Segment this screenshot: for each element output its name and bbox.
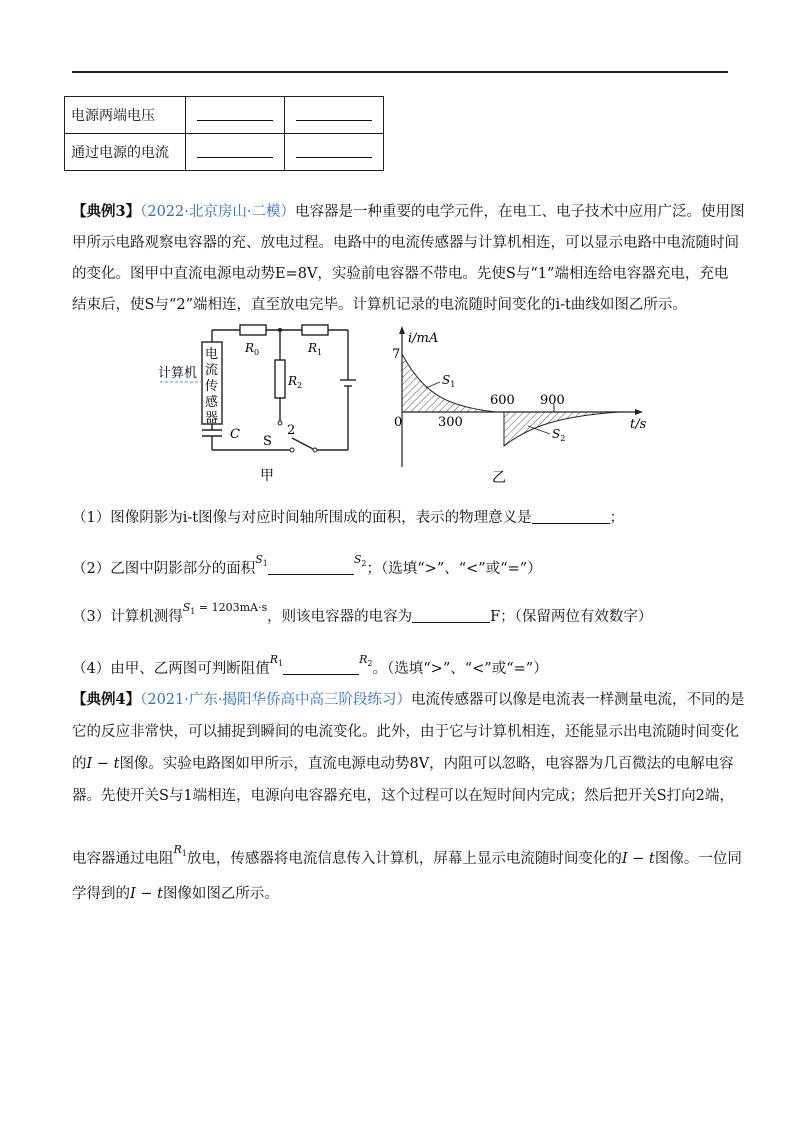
ex4-line-1: 【典例4】（2021·广东·揭阳华侨高中高三阶段练习）电流传感器可以像是电流表一样测量电流，不同的是 — [72, 691, 745, 708]
s2-label: $S_2$ — [552, 427, 566, 443]
circuit-caption: 甲 — [260, 468, 274, 484]
r2-label: $R_2$ — [288, 374, 303, 390]
s1-formula: S1 = 1203mA·s — [182, 601, 268, 617]
graph-caption: 乙 — [492, 470, 506, 486]
s1-label: $S_1$ — [442, 373, 456, 389]
ex3-line-2: 甲所示电路观察电容器的充、放电过程。电路中的电流传感器与计算机相连，可以显示电路中电流随时间 — [72, 235, 739, 251]
y-axis-label: i/mA — [408, 331, 439, 346]
computer-label: 计算机 — [158, 366, 198, 381]
sensor-label: 电流传感器 — [205, 347, 219, 426]
y-tick-7: 7 — [392, 347, 401, 362]
r1-label: $R_1$ — [308, 341, 323, 357]
ex3-line-3: 的变化。图甲中直流电源电动势E=8V，实验前电容器不带电。先使S与“1”端相连给电容器充电，充电 — [72, 266, 729, 282]
ex4-tag: 【典例4】 — [72, 691, 141, 708]
answer-blank — [283, 660, 359, 675]
ex4-line-3: 的I − t图像。实验电路图如甲所示，直流电源电动势8V，内阻可以忽略，电容器为几百微法的电解电容 — [72, 756, 734, 772]
question-1: （1）图像阴影为i-t图像与对应时间轴所围成的面积，表示的物理意义是 ； — [72, 510, 625, 526]
blank-cell — [186, 97, 285, 134]
x-tick-900: 900 — [540, 393, 565, 408]
question-4: （4）由甲、乙两图可判断阻值$^{R_1}$ $^{R_2}$。（选填“>”、“<”或“=”） — [72, 653, 548, 677]
blank-cell — [186, 134, 285, 171]
table-row — [65, 134, 384, 171]
s2-symbol: S2 — [353, 553, 367, 569]
ex3-line-4: 结束后，使S与“2”端相连，直至放电完毕。计算机记录的电流随时间变化的i-t曲线如图乙所示。 — [72, 297, 687, 313]
x-axis-label: t/s — [630, 417, 647, 432]
r1-symbol-ex4: R1 — [173, 843, 187, 859]
x-tick-300: 300 — [438, 415, 463, 430]
x-arrow — [635, 409, 643, 415]
answer-blank — [268, 560, 354, 575]
ex3-text: 电容器是一种重要的电学元件，在电工、电子技术中应用广泛。使用图 — [294, 204, 745, 220]
ex4-line-6: 学得到的I − t图像如图乙所示。 — [72, 886, 279, 902]
header-rule — [72, 71, 728, 73]
r0-label: $R_0$ — [245, 341, 260, 357]
origin-label: 0 — [394, 415, 403, 430]
question-2: （2）乙图中阴影部分的面积$^{S_1}$ $^{S_2}$；（选填“>”、“<”或“=”） — [72, 553, 542, 577]
ex4-line-4: 器。先使开关S与1端相连，电源向电容器充电，这个过程可以在短时间内完成；然后把开关S打向2端， — [72, 788, 734, 804]
it-graph — [380, 322, 670, 490]
y-arrow — [399, 326, 405, 334]
answer-blank — [532, 509, 610, 524]
ex4-source: （2021·广东·揭阳华侨高中高三阶段练习） — [140, 692, 411, 708]
voltage-current-table — [64, 96, 384, 171]
s-label: S — [263, 434, 272, 449]
ex3-line-1 — [72, 202, 744, 222]
circuit-diagram — [150, 320, 370, 490]
blank-cell — [285, 97, 384, 134]
terminal-2-label: 2 — [287, 423, 296, 438]
blank-cell — [285, 134, 384, 171]
x-tick-600: 600 — [490, 393, 515, 408]
row-label: 电源两端电压 — [65, 97, 186, 134]
c-label: C — [230, 427, 240, 442]
table-row — [65, 97, 384, 134]
row-label: 通过电源的电流 — [65, 134, 186, 171]
ex3-source: （2022·北京房山·二模） — [140, 204, 295, 220]
answer-blank — [412, 608, 490, 623]
ex4-line-2: 它的反应非常快，可以捕捉到瞬间的电流变化。此外，由于它与计算机相连，还能显示出电流随时间变化 — [72, 724, 739, 740]
ex3-tag: 【典例3】 — [72, 203, 141, 220]
ex4-line-5: 电容器通过电阻$^{R_1}$放电，传感器将电流信息传入计算机，屏幕上显示电流随时间变化的I − t图像。一位同 — [72, 843, 742, 867]
question-3: （3）计算机测得$^{S_1 = 1203mA\cdot s}$，则该电容器的电容为 F；（保留两位有效数字） — [72, 601, 653, 625]
r2-symbol: R2 — [359, 653, 373, 669]
r1-symbol: R1 — [269, 653, 284, 669]
s1-symbol: S1 — [255, 553, 268, 569]
